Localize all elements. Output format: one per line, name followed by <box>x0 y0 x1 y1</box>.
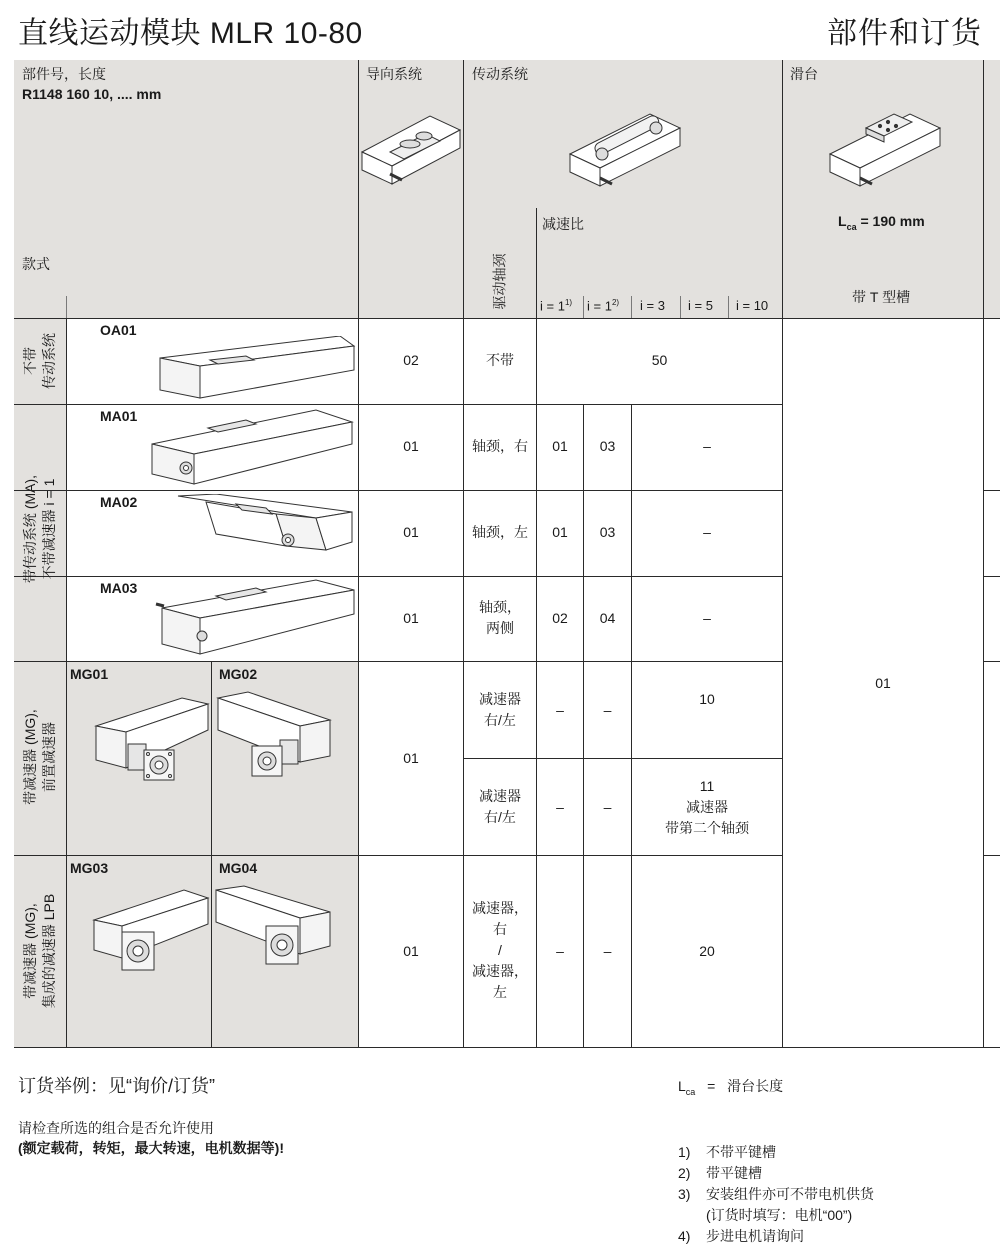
journal-value: 轴颈，左 <box>472 524 528 540</box>
guide-value: 02 <box>403 352 419 368</box>
journal-value: 轴颈， 两侧 <box>479 599 521 636</box>
module-mg01-illustration <box>92 690 210 794</box>
code-ma01: MA01 <box>100 408 138 424</box>
ratio-value: 50 <box>651 352 668 368</box>
module-ma02-illustration <box>176 494 356 574</box>
ratio-1-value: 01 <box>552 438 568 454</box>
group-label-mg-front: 带减速器 (MG), 前置减速器 <box>22 709 57 805</box>
part-number-label: 部件号，长度 <box>22 66 106 82</box>
journal-value: 轴颈，右 <box>472 438 528 454</box>
carriage-illustration <box>826 100 946 190</box>
guide-value: 01 <box>403 750 419 766</box>
ratio-3-value: – <box>703 610 711 626</box>
ratio-3-value: – <box>703 524 711 540</box>
code-mg03: MG03 <box>70 860 109 876</box>
drive-system-label: 传动系统 <box>472 66 528 82</box>
journal-label: 驱动轴颈 <box>491 253 508 310</box>
guide-system-label: 导向系统 <box>366 66 422 82</box>
journal-value: 减速器 右/左 <box>479 691 521 728</box>
module-ma01-illustration <box>146 408 356 488</box>
code-mg02: MG02 <box>219 666 258 682</box>
group-label-no-drive: 不带 传动系统 <box>22 333 57 389</box>
carriage-value: 01 <box>875 675 891 691</box>
module-mg03-illustration <box>90 884 210 980</box>
page-title: 直线运动模块 MLR 10-80 <box>18 17 363 50</box>
section-title: 部件和订货 <box>827 17 982 50</box>
ratio-1-value: – <box>556 702 564 718</box>
guide-value: 01 <box>403 524 419 540</box>
lca-definition: $L_{ca}$ = 滑台长度 <box>678 1078 784 1097</box>
ratio-3-value: – <box>703 438 711 454</box>
footnote: 1) 不带平键槽 <box>678 1144 776 1160</box>
ratio-2-value: 04 <box>599 610 616 626</box>
module-oa01-illustration <box>150 336 356 402</box>
ratio-1-value: – <box>556 943 564 959</box>
ratio-3-value: 20 <box>699 943 715 959</box>
ratio-label: 减速比 <box>542 216 584 232</box>
module-mg02-illustration <box>216 690 334 794</box>
check-note-line1: 请检查所选的组合是否允许使用 <box>18 1120 214 1136</box>
module-mg04-illustration <box>214 884 334 980</box>
ratio-2-value: – <box>603 799 612 815</box>
footnote: 3) 安装组件亦可不带电机供货 <box>678 1186 874 1202</box>
ratio-3-value: 10 <box>699 691 715 707</box>
journal-value: 减速器， 右 / 减速器， 左 <box>472 900 528 1000</box>
journal-value: 不带 <box>486 352 514 368</box>
journal-value: 减速器 右/左 <box>479 788 521 825</box>
ratio-header: i = 10 <box>736 298 769 313</box>
carriage-label: 滑台 <box>790 66 818 82</box>
module-ma03-illustration <box>152 578 356 660</box>
ratio-header: $i = 1^{1)}$ <box>540 298 573 314</box>
part-number-value: R1148 160 10, .... mm <box>22 86 162 102</box>
ratio-2-value: 03 <box>599 438 616 454</box>
ratio-1-value: – <box>556 799 564 815</box>
guide-value: 01 <box>403 943 419 959</box>
guide-system-illustration <box>360 100 462 190</box>
group-label-ma: 带传动系统 (MA), 不带减速器 i = 1 <box>22 474 57 584</box>
ratio-2-value: 03 <box>599 524 616 540</box>
lca-header: $L_{ca} = 190$ mm <box>838 213 925 232</box>
footnote: (订货时填写：电机“00”) <box>706 1207 853 1223</box>
style-label: 款式 <box>22 256 50 272</box>
footnote: 4) 步进电机请询问 <box>678 1228 804 1244</box>
ratio-1-value: 01 <box>552 524 568 540</box>
ratio-header: $i = 1^{2)}$ <box>587 298 620 314</box>
ratio-3-value: 11 减速器 带第二个轴颈 <box>665 778 749 836</box>
header-extra-cell <box>984 60 1000 318</box>
ratio-2-value: – <box>603 943 612 959</box>
order-example: 订货举例：见“询价/订货” <box>18 1076 215 1096</box>
check-note-line2: (额定载荷，转矩，最大转速，电机数据等)! <box>18 1140 284 1156</box>
code-mg04: MG04 <box>219 860 258 876</box>
ratio-header: i = 5 <box>688 298 713 313</box>
ratio-2-value: – <box>603 702 612 718</box>
guide-value: 01 <box>403 610 419 626</box>
code-oa01: OA01 <box>100 322 137 338</box>
drive-system-illustration <box>566 100 686 190</box>
group-label-mg-lpb: 带减速器 (MG), 集成的减速器 LPB <box>22 893 57 1009</box>
code-ma03: MA03 <box>100 580 138 596</box>
footnote: 2) 带平键槽 <box>678 1165 762 1181</box>
code-mg01: MG01 <box>70 666 109 682</box>
code-ma02: MA02 <box>100 494 138 510</box>
ratio-header: i = 3 <box>640 298 665 313</box>
guide-value: 01 <box>403 438 419 454</box>
ratio-1-value: 02 <box>552 610 568 626</box>
t-slot-label: 带 T 型槽 <box>852 289 911 305</box>
